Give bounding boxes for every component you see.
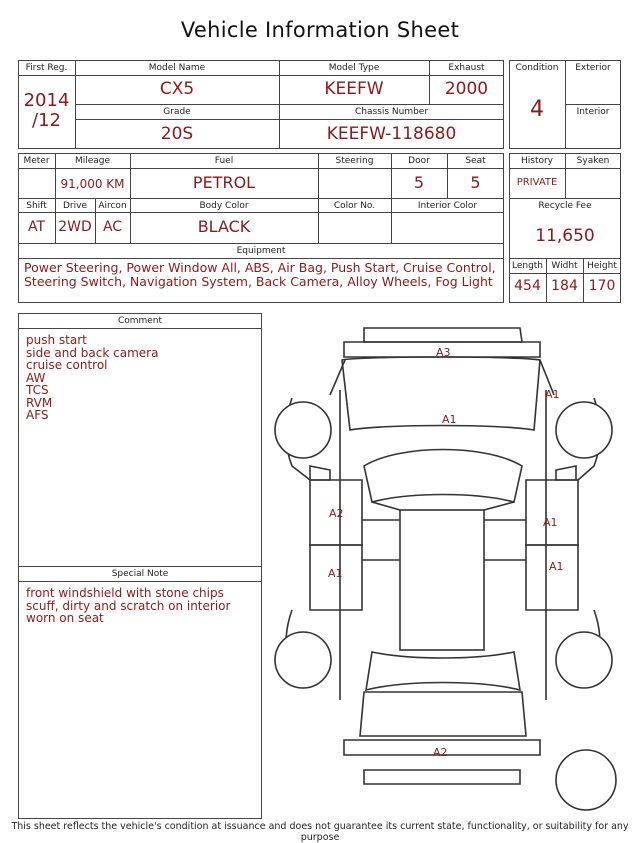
damage-mark-right-rear-door: A1 — [549, 560, 564, 573]
interior-label: Interior — [576, 107, 610, 117]
drive-label: Drive — [63, 201, 87, 211]
special-note-item: worn on seat — [26, 611, 104, 625]
model-name-label: Model Name — [148, 63, 206, 73]
mileage-label: Mileage — [74, 156, 111, 166]
page-title: Vehicle Information Sheet — [180, 18, 460, 42]
steering-label: Steering — [335, 156, 374, 166]
meter-label: Meter — [23, 156, 50, 166]
first-reg-month: /12 — [32, 110, 61, 131]
first-reg-label: First Reg. — [25, 63, 68, 73]
body-color-value: BLACK — [197, 217, 251, 236]
comment-item: TCS — [26, 383, 49, 397]
car-damage-diagram — [262, 318, 640, 820]
model-type-label: Model Type — [328, 63, 380, 73]
condition-grade: 4 — [530, 97, 544, 122]
width-label: Widht — [551, 261, 578, 271]
comment-item: side and back camera — [26, 345, 159, 360]
damage-mark-right-front-door: A1 — [543, 516, 558, 529]
chassis-number-label: Chassis Number — [354, 107, 429, 117]
mileage-value: 91,000 KM — [60, 177, 125, 191]
recycle-fee-value: 11,650 — [535, 226, 595, 246]
syaken-label: Syaken — [576, 156, 610, 166]
first-reg-year: 2014 — [23, 90, 70, 111]
damage-mark-roof-front: A3 — [436, 346, 451, 359]
aircon-label: Aircon — [98, 201, 127, 211]
comment-list — [26, 334, 256, 422]
door-value: 5 — [413, 173, 425, 192]
comment-item: cruise control — [26, 358, 108, 372]
fuel-value: PETROL — [192, 173, 256, 192]
width-value: 184 — [551, 278, 578, 294]
damage-mark-rear-bumper: A2 — [433, 746, 448, 759]
body-color-label: Body Color — [199, 201, 249, 211]
rear-left-wheel — [275, 632, 331, 688]
grade-value: 20S — [160, 124, 194, 144]
damage-mark-front-right-fender: A1 — [545, 388, 560, 401]
comment-label: Comment — [117, 316, 163, 326]
disclaimer-footer: This sheet reflects the vehicle's condition at issuance and does not guarantee its current state, functionality, or suitability for any purpose — [11, 821, 629, 843]
exterior-label: Exterior — [575, 63, 611, 73]
door-label: Door — [408, 156, 430, 166]
model-name-value: CX5 — [159, 79, 195, 99]
equipment-label: Equipment — [236, 246, 286, 256]
comment-item: AFS — [26, 408, 49, 422]
exhaust-label: Exhaust — [448, 63, 485, 73]
special-note-item: scuff, dirty and scratch on interior — [26, 598, 231, 613]
length-label: Length — [511, 261, 544, 271]
shift-value: AT — [27, 219, 46, 235]
drive-value: 2WD — [58, 219, 92, 235]
exhaust-value: 2000 — [444, 79, 489, 99]
aircon-value: AC — [102, 219, 123, 235]
recycle-fee-label: Recycle Fee — [538, 201, 592, 211]
height-value: 170 — [588, 278, 616, 294]
damage-mark-hood: A1 — [442, 413, 457, 426]
front-left-wheel — [275, 402, 331, 458]
history-value: PRIVATE — [516, 177, 558, 188]
rear-right-wheel — [556, 632, 612, 688]
damage-mark-left-rear-door: A1 — [328, 567, 343, 580]
comment-item: push start — [26, 333, 87, 347]
special-note-item: front windshield with stone chips — [26, 586, 224, 600]
length-value: 454 — [514, 278, 541, 294]
special-note-list — [26, 587, 256, 625]
height-label: Height — [587, 261, 617, 271]
seat-label: Seat — [465, 156, 486, 166]
shift-label: Shift — [26, 201, 47, 211]
spare-wheel — [556, 750, 616, 810]
equipment-list: Power Steering, Power Window All, ABS, Air Bag, Push Start, Cruise Control, Steering Switch, Navigation System, Back Camera, Alloy Wheels, Fog Light — [24, 260, 496, 289]
special-note-label: Special Note — [111, 569, 169, 579]
comment-item: AW — [26, 370, 46, 385]
chassis-number-value: KEEFW-118680 — [326, 124, 457, 144]
damage-mark-left-front-door: A2 — [329, 507, 344, 520]
comment-item: RVM — [26, 395, 53, 410]
condition-label: Condition — [515, 63, 559, 73]
seat-value: 5 — [470, 173, 481, 192]
front-right-wheel — [556, 402, 612, 458]
color-no-label: Color No. — [333, 201, 376, 211]
interior-color-label: Interior Color — [417, 201, 478, 211]
model-type-value: KEEFW — [324, 79, 384, 99]
grade-label: Grade — [163, 107, 191, 117]
history-label: History — [520, 156, 554, 166]
fuel-label: Fuel — [214, 156, 234, 166]
